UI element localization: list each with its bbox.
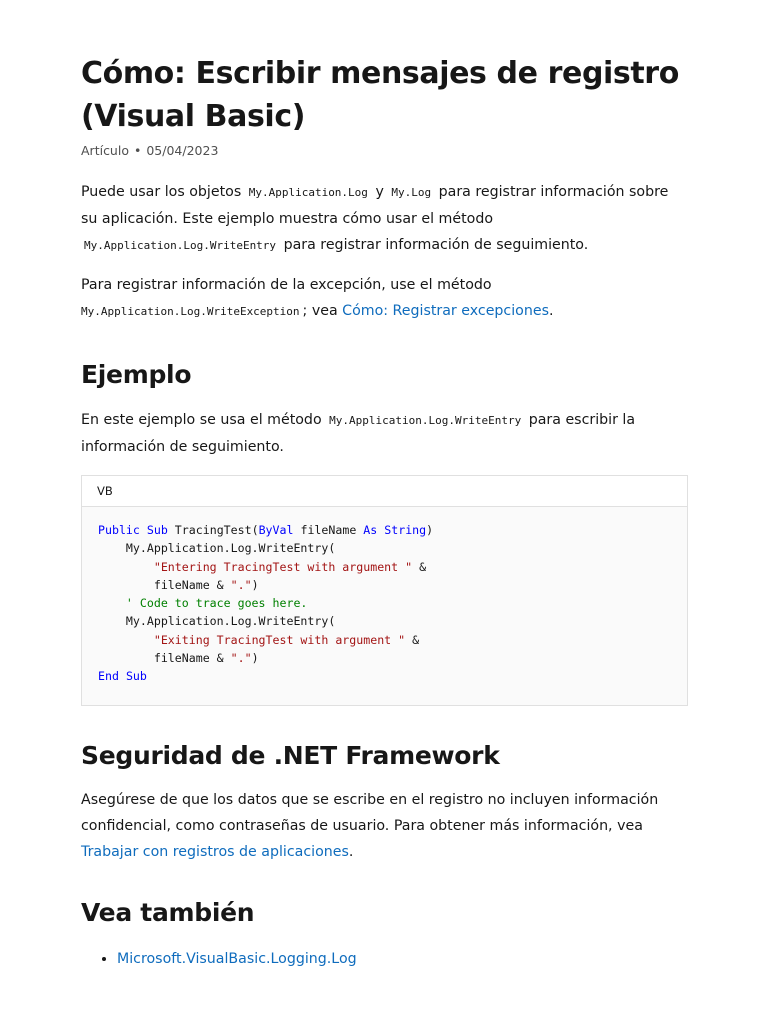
exception-text-2: ; vea: [302, 303, 343, 319]
code-language-label: VB: [97, 484, 113, 498]
code-content[interactable]: Public Sub TracingTest(ByVal fileName As String) My.Application.Log.WriteEntry( "Entering TracingTest with argument " & fileName & ".") ' Code to trace goes here. My.Application.Log.WriteEntry( "Exiting TracingTest with argument " & fileName & ".") End Sub: [98, 523, 434, 684]
heading-vea-tambien: Vea también: [81, 898, 255, 927]
inline-code-my-log: My.Log: [391, 186, 432, 199]
exception-text-3: .: [548, 303, 554, 319]
example-text-2: para escribir la información de seguimiento.: [81, 412, 636, 455]
intro-text-2: y: [370, 184, 389, 200]
page-title: Cómo: Escribir mensajes de registro (Visual Basic): [81, 56, 679, 134]
intro-paragraph: [81, 179, 689, 259]
exception-paragraph: [81, 272, 689, 325]
see-also-list: [81, 946, 357, 972]
exception-text-1: Para registrar información de la excepción, use el método: [81, 277, 492, 293]
security-paragraph: [81, 787, 689, 865]
intro-text-4: para registrar información de seguimiento.: [279, 237, 589, 253]
list-item: [117, 946, 357, 972]
link-trabajar-con-registros[interactable]: Trabajar con registros de aplicaciones: [81, 844, 349, 860]
meta-separator: •: [133, 143, 142, 158]
article-meta: [81, 142, 218, 160]
inline-code-app-log: My.Application.Log: [248, 186, 368, 199]
article-date: 05/04/2023: [146, 143, 219, 158]
inline-code-write-entry-2: My.Application.Log.WriteEntry: [329, 414, 522, 427]
inline-code-write-entry: My.Application.Log.WriteEntry: [84, 239, 277, 252]
security-text-2: .: [348, 844, 354, 860]
code-language-bar: [82, 476, 687, 507]
link-logging-log[interactable]: Microsoft.VisualBasic.Logging.Log: [117, 951, 357, 967]
link-registrar-excepciones[interactable]: Cómo: Registrar excepciones: [342, 303, 549, 319]
heading-seguridad: Seguridad de .NET Framework: [81, 741, 500, 770]
example-paragraph: [81, 407, 689, 460]
code-block: [81, 475, 688, 706]
intro-text-1: Puede usar los objetos: [81, 184, 246, 200]
heading-ejemplo: Ejemplo: [81, 360, 192, 389]
security-text-1: Asegúrese de que los datos que se escribe en el registro no incluyen información confidencial, como contraseñas de usuario. Para obtener más información, vea: [81, 792, 659, 834]
article-type: Artículo: [81, 143, 129, 158]
example-text-1: En este ejemplo se usa el método: [81, 412, 327, 428]
intro-text-3: para registrar información sobre su aplicación. Este ejemplo muestra cómo usar el método: [81, 184, 669, 227]
inline-code-write-exception: My.Application.Log.WriteException: [81, 305, 300, 318]
